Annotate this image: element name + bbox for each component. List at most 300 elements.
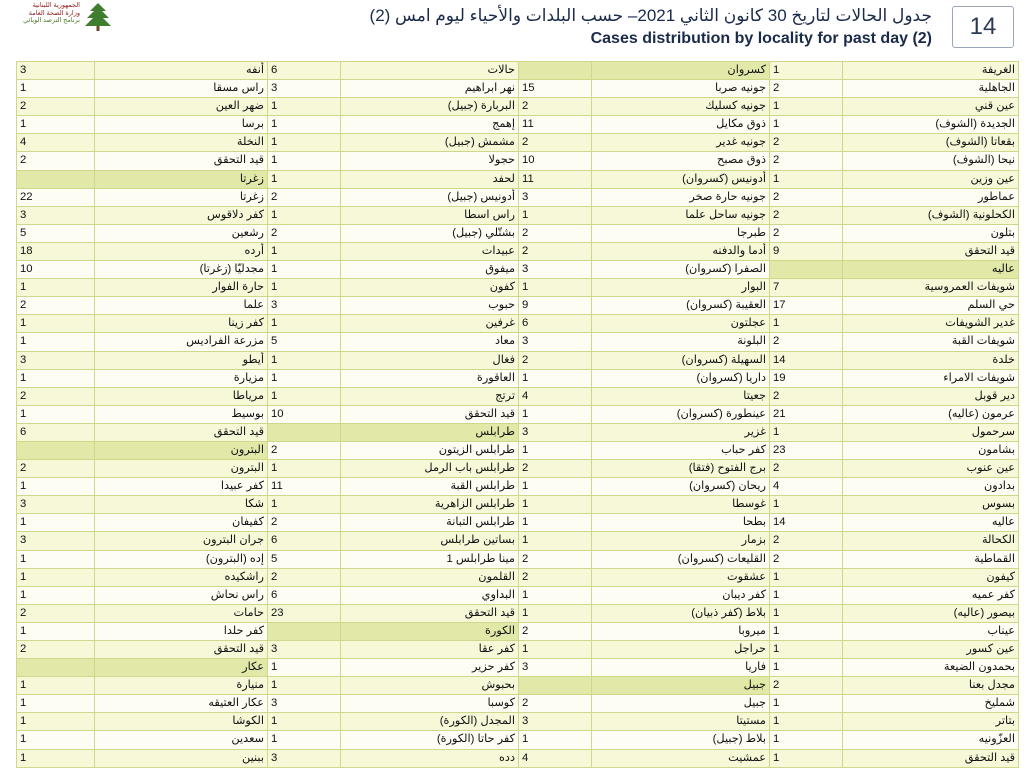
- case-count-cell: 1: [17, 116, 95, 134]
- case-count-cell: 10: [519, 152, 592, 170]
- case-count-cell: 5: [17, 224, 95, 242]
- locality-cell: كفر حلدا: [95, 622, 268, 640]
- case-count-cell: 1: [17, 695, 95, 713]
- table-row: [17, 369, 1019, 387]
- case-count-cell: 2: [268, 188, 341, 206]
- locality-cell: كفيفان: [95, 514, 268, 532]
- case-count-cell: 17: [770, 297, 843, 315]
- locality-cell: بيصور (عاليه): [843, 604, 1019, 622]
- locality-cell: فغال: [341, 351, 519, 369]
- case-count-cell: 1: [519, 532, 592, 550]
- table-row: [17, 261, 1019, 279]
- case-count-cell: 1: [770, 98, 843, 116]
- case-count-cell: 6: [268, 586, 341, 604]
- case-count-cell: 5: [268, 333, 341, 351]
- table-row: [17, 695, 1019, 713]
- locality-cell: طرابلس: [341, 423, 519, 441]
- case-count-cell: 1: [17, 622, 95, 640]
- case-count-cell: 6: [519, 315, 592, 333]
- logo-line-1: الجمهورية اللبنانية: [32, 2, 80, 9]
- case-count-cell: 4: [519, 387, 592, 405]
- table-row: [17, 514, 1019, 532]
- case-count-cell: 11: [268, 478, 341, 496]
- case-count-cell: 3: [17, 206, 95, 224]
- locality-cell: راس نحاش: [95, 586, 268, 604]
- case-count-cell: 2: [519, 351, 592, 369]
- locality-cell: خلدة: [843, 351, 1019, 369]
- case-count-cell: 2: [17, 297, 95, 315]
- locality-cell: أنفه: [95, 62, 268, 80]
- case-count-cell: 2: [268, 514, 341, 532]
- locality-cell: ريحان (كسروان): [592, 478, 770, 496]
- locality-cell: الكحالة: [843, 532, 1019, 550]
- locality-cell: بشتّلي (جبيل): [341, 224, 519, 242]
- table-row: [17, 713, 1019, 731]
- case-count-cell: 2: [519, 695, 592, 713]
- locality-cell: كفون: [341, 279, 519, 297]
- locality-cell: نهر ابراهيم: [341, 80, 519, 98]
- case-count-cell: 1: [268, 713, 341, 731]
- locality-cell: غرفين: [341, 315, 519, 333]
- case-count-cell: 2: [268, 568, 341, 586]
- case-count-cell: 1: [770, 659, 843, 677]
- case-count-cell: 1: [770, 586, 843, 604]
- case-count-cell: 10: [268, 405, 341, 423]
- locality-cell: ببنين: [95, 749, 268, 767]
- case-count-cell: 3: [519, 333, 592, 351]
- case-count-cell: 1: [770, 713, 843, 731]
- locality-cell: جونيه كسليك: [592, 98, 770, 116]
- locality-cell: البترون: [95, 460, 268, 478]
- locality-cell: بلاط (جبيل): [592, 731, 770, 749]
- case-count-cell: 2: [268, 224, 341, 242]
- case-count-cell: 3: [519, 423, 592, 441]
- table-row: [17, 731, 1019, 749]
- case-count-cell: 18: [17, 242, 95, 260]
- table-row: [17, 351, 1019, 369]
- locality-cell: شويفات الامراء: [843, 369, 1019, 387]
- locality-cell: غدير الشويفات: [843, 315, 1019, 333]
- case-count-cell: 1: [519, 641, 592, 659]
- case-count-cell: 22: [17, 188, 95, 206]
- case-count-cell: [17, 441, 95, 459]
- case-count-cell: 2: [519, 242, 592, 260]
- locality-cell: راس مسقا: [95, 80, 268, 98]
- case-count-cell: 1: [17, 279, 95, 297]
- locality-cell: عين كسور: [843, 641, 1019, 659]
- case-count-cell: 1: [770, 496, 843, 514]
- table-row: [17, 622, 1019, 640]
- case-count-cell: 2: [770, 333, 843, 351]
- locality-cell: عيناب: [843, 622, 1019, 640]
- case-count-cell: 14: [770, 514, 843, 532]
- case-count-cell: 19: [770, 369, 843, 387]
- case-count-cell: 7: [770, 279, 843, 297]
- table-row: [17, 224, 1019, 242]
- locality-cell: عين وزين: [843, 170, 1019, 188]
- locality-cell: كفر زينا: [95, 315, 268, 333]
- locality-cell: معاد: [341, 333, 519, 351]
- locality-cell: كفر عقا: [341, 641, 519, 659]
- locality-cell: شمليخ: [843, 695, 1019, 713]
- locality-cell: شكا: [95, 496, 268, 514]
- case-count-cell: 11: [519, 116, 592, 134]
- cases-table: [16, 61, 1019, 768]
- locality-cell: طرابلس باب الرمل: [341, 460, 519, 478]
- locality-cell: بزمار: [592, 532, 770, 550]
- locality-cell: الكوشا: [95, 713, 268, 731]
- locality-cell: منيارة: [95, 677, 268, 695]
- locality-cell: دير قوبل: [843, 387, 1019, 405]
- case-count-cell: 2: [770, 80, 843, 98]
- locality-cell: قيد التحقق: [95, 152, 268, 170]
- locality-cell: قيد التحقق: [341, 405, 519, 423]
- case-count-cell: 1: [17, 749, 95, 767]
- table-row: [17, 405, 1019, 423]
- cedar-icon: [84, 2, 112, 32]
- locality-cell: نيحا (الشوف): [843, 152, 1019, 170]
- locality-cell: مزرعة الفراديس: [95, 333, 268, 351]
- case-count-cell: 3: [268, 80, 341, 98]
- table-row: [17, 188, 1019, 206]
- case-count-cell: 1: [268, 677, 341, 695]
- locality-cell: القليعات (كسروان): [592, 550, 770, 568]
- case-count-cell: 1: [268, 206, 341, 224]
- table-row: [17, 423, 1019, 441]
- case-count-cell: 3: [17, 351, 95, 369]
- case-count-cell: 2: [770, 532, 843, 550]
- locality-cell: طرابلس التبانة: [341, 514, 519, 532]
- locality-cell: قيد التحقق: [843, 749, 1019, 767]
- case-count-cell: 2: [519, 134, 592, 152]
- locality-cell: عبيدات: [341, 242, 519, 260]
- locality-cell: أدونيس (كسروان): [592, 170, 770, 188]
- table-row: [17, 478, 1019, 496]
- case-count-cell: 2: [17, 641, 95, 659]
- locality-cell: إهمج: [341, 116, 519, 134]
- case-count-cell: 1: [268, 279, 341, 297]
- locality-cell: سرحمول: [843, 423, 1019, 441]
- case-count-cell: 1: [770, 315, 843, 333]
- locality-cell: مينا طرابلس 1: [341, 550, 519, 568]
- case-count-cell: 2: [770, 387, 843, 405]
- locality-cell: عاليه: [843, 514, 1019, 532]
- case-count-cell: 2: [519, 550, 592, 568]
- case-count-cell: 1: [519, 496, 592, 514]
- locality-cell: أدما والدفنه: [592, 242, 770, 260]
- case-count-cell: 1: [770, 731, 843, 749]
- case-count-cell: 1: [17, 333, 95, 351]
- locality-cell: عين عنوب: [843, 460, 1019, 478]
- table-row: [17, 532, 1019, 550]
- table-row: [17, 460, 1019, 478]
- locality-cell: عرمون (عاليه): [843, 405, 1019, 423]
- locality-cell: حي السلم: [843, 297, 1019, 315]
- locality-cell: عاليه: [843, 261, 1019, 279]
- case-count-cell: 1: [770, 749, 843, 767]
- case-count-cell: 1: [519, 279, 592, 297]
- locality-cell: عمشيت: [592, 749, 770, 767]
- locality-cell: ذوق مصبح: [592, 152, 770, 170]
- locality-cell: كفر دلاقوس: [95, 206, 268, 224]
- case-count-cell: 23: [770, 441, 843, 459]
- case-count-cell: 1: [268, 134, 341, 152]
- case-count-cell: [519, 62, 592, 80]
- locality-cell: إده (البترون): [95, 550, 268, 568]
- case-count-cell: 21: [770, 405, 843, 423]
- locality-cell: مزيارة: [95, 369, 268, 387]
- locality-cell: حجولا: [341, 152, 519, 170]
- locality-cell: علما: [95, 297, 268, 315]
- case-count-cell: 1: [268, 369, 341, 387]
- case-count-cell: 2: [770, 188, 843, 206]
- locality-cell: قيد التحقق: [843, 242, 1019, 260]
- case-count-cell: 3: [519, 188, 592, 206]
- locality-cell: حامات: [95, 604, 268, 622]
- case-count-cell: 1: [519, 586, 592, 604]
- case-count-cell: 2: [519, 460, 592, 478]
- case-count-cell: 1: [519, 405, 592, 423]
- locality-cell: كفر عبيدا: [95, 478, 268, 496]
- locality-cell: أيطو: [95, 351, 268, 369]
- case-count-cell: 1: [17, 677, 95, 695]
- locality-cell: بساتين طرابلس: [341, 532, 519, 550]
- locality-cell: جبيل: [592, 695, 770, 713]
- locality-cell: بشامون: [843, 441, 1019, 459]
- locality-cell: طرابلس القبة: [341, 478, 519, 496]
- locality-cell: جران البترون: [95, 532, 268, 550]
- locality-cell: عماطور: [843, 188, 1019, 206]
- case-count-cell: 1: [519, 369, 592, 387]
- locality-cell: أدونيس (جبيل): [341, 188, 519, 206]
- locality-cell: زغرتا: [95, 188, 268, 206]
- table-row: [17, 116, 1019, 134]
- table-row: [17, 152, 1019, 170]
- table-body: [17, 62, 1019, 768]
- locality-cell: جونيه ساحل علما: [592, 206, 770, 224]
- table-row: [17, 170, 1019, 188]
- locality-cell: بسوس: [843, 496, 1019, 514]
- locality-cell: قيد التحقق: [95, 641, 268, 659]
- case-count-cell: 1: [268, 116, 341, 134]
- case-count-cell: 1: [17, 568, 95, 586]
- case-count-cell: 3: [519, 261, 592, 279]
- locality-cell: كفر حباب: [592, 441, 770, 459]
- locality-cell: كسروان: [592, 62, 770, 80]
- locality-cell: برسا: [95, 116, 268, 134]
- locality-cell: عين قني: [843, 98, 1019, 116]
- case-count-cell: 2: [770, 550, 843, 568]
- case-count-cell: [268, 423, 341, 441]
- table-row: [17, 441, 1019, 459]
- locality-cell: طرابلس الزيتون: [341, 441, 519, 459]
- case-count-cell: 1: [519, 514, 592, 532]
- case-count-cell: 6: [17, 423, 95, 441]
- case-count-cell: 9: [770, 242, 843, 260]
- case-count-cell: 1: [17, 550, 95, 568]
- table-row: [17, 242, 1019, 260]
- case-count-cell: [770, 261, 843, 279]
- locality-cell: العقيبة (كسروان): [592, 297, 770, 315]
- case-count-cell: 1: [268, 659, 341, 677]
- logo-line-2: وزارة الصحة العامة: [28, 9, 80, 17]
- locality-cell: بدادون: [843, 478, 1019, 496]
- case-count-cell: 1: [17, 405, 95, 423]
- ministry-logo: [8, 2, 112, 34]
- locality-cell: بتاتر: [843, 713, 1019, 731]
- locality-cell: طرابلس الزاهرية: [341, 496, 519, 514]
- locality-cell: عكار العتيقه: [95, 695, 268, 713]
- locality-cell: ميروبا: [592, 622, 770, 640]
- case-count-cell: 14: [770, 351, 843, 369]
- locality-cell: البترون: [95, 441, 268, 459]
- table-row: [17, 496, 1019, 514]
- case-count-cell: 3: [17, 532, 95, 550]
- case-count-cell: 1: [770, 116, 843, 134]
- logo-line-3: برنامج الترصد الوبائي: [23, 17, 80, 24]
- case-count-cell: 11: [519, 170, 592, 188]
- locality-cell: قيد التحقق: [95, 423, 268, 441]
- locality-cell: حالات: [341, 62, 519, 80]
- locality-cell: كيفون: [843, 568, 1019, 586]
- locality-cell: مستيتا: [592, 713, 770, 731]
- case-count-cell: 2: [17, 387, 95, 405]
- case-count-cell: 1: [268, 98, 341, 116]
- case-count-cell: [268, 622, 341, 640]
- locality-cell: حبوب: [341, 297, 519, 315]
- case-count-cell: 3: [17, 496, 95, 514]
- locality-cell: ترتج: [341, 387, 519, 405]
- locality-cell: البلونة: [592, 333, 770, 351]
- table-row: [17, 659, 1019, 677]
- cases-table-container: [16, 61, 1018, 768]
- case-count-cell: 3: [268, 695, 341, 713]
- case-count-cell: 2: [770, 152, 843, 170]
- locality-cell: جونيه صربا: [592, 80, 770, 98]
- table-row: [17, 550, 1019, 568]
- title-english: Cases distribution by locality for past day (2): [590, 30, 932, 47]
- case-count-cell: 1: [17, 586, 95, 604]
- locality-cell: شويفات العمروسية: [843, 279, 1019, 297]
- case-count-cell: 1: [770, 695, 843, 713]
- case-count-cell: 4: [17, 134, 95, 152]
- locality-cell: فاريا: [592, 659, 770, 677]
- case-count-cell: [17, 659, 95, 677]
- locality-cell: السهيلة (كسروان): [592, 351, 770, 369]
- case-count-cell: 1: [770, 568, 843, 586]
- locality-cell: مرياطا: [95, 387, 268, 405]
- case-count-cell: 3: [268, 641, 341, 659]
- case-count-cell: 1: [268, 315, 341, 333]
- case-count-cell: 3: [268, 297, 341, 315]
- locality-cell: الصفرا (كسروان): [592, 261, 770, 279]
- case-count-cell: 2: [519, 622, 592, 640]
- case-count-cell: 2: [770, 460, 843, 478]
- table-row: [17, 315, 1019, 333]
- locality-cell: بحبوش: [341, 677, 519, 695]
- case-count-cell: 3: [519, 713, 592, 731]
- locality-cell: الجاهلية: [843, 80, 1019, 98]
- case-count-cell: 1: [519, 731, 592, 749]
- table-row: [17, 749, 1019, 767]
- locality-cell: مجدل بعنا: [843, 677, 1019, 695]
- locality-cell: العزّونيه: [843, 731, 1019, 749]
- locality-cell: كوسبا: [341, 695, 519, 713]
- locality-cell: كفر حزير: [341, 659, 519, 677]
- case-count-cell: 5: [268, 550, 341, 568]
- locality-cell: النخلة: [95, 134, 268, 152]
- case-count-cell: 1: [268, 731, 341, 749]
- locality-cell: بوسيط: [95, 405, 268, 423]
- case-count-cell: 1: [268, 242, 341, 260]
- case-count-cell: 2: [17, 604, 95, 622]
- case-count-cell: 2: [519, 568, 592, 586]
- case-count-cell: 1: [770, 622, 843, 640]
- locality-cell: كفر عميه: [843, 586, 1019, 604]
- case-count-cell: 1: [268, 351, 341, 369]
- table-row: [17, 134, 1019, 152]
- case-count-cell: 15: [519, 80, 592, 98]
- table-row: [17, 677, 1019, 695]
- locality-cell: طبرجا: [592, 224, 770, 242]
- case-count-cell: 1: [519, 441, 592, 459]
- table-row: [17, 387, 1019, 405]
- locality-cell: الكورة: [341, 622, 519, 640]
- locality-cell: الكحلونية (الشوف): [843, 206, 1019, 224]
- locality-cell: جبيل: [592, 677, 770, 695]
- locality-cell: بقعاتا (الشوف): [843, 134, 1019, 152]
- case-count-cell: 1: [770, 604, 843, 622]
- locality-cell: سعدين: [95, 731, 268, 749]
- title-arabic: جدول الحالات لتاريخ 30 كانون الثاني 2021– حسب البلدات والأحياء ليوم امس (2): [369, 6, 932, 25]
- table-row: [17, 80, 1019, 98]
- case-count-cell: 1: [519, 206, 592, 224]
- locality-cell: حارة الفوار: [95, 279, 268, 297]
- case-count-cell: 1: [268, 152, 341, 170]
- case-count-cell: 2: [519, 98, 592, 116]
- table-row: [17, 62, 1019, 80]
- slide-header: [0, 0, 1024, 58]
- case-count-cell: [17, 170, 95, 188]
- locality-cell: ذوق مكايل: [592, 116, 770, 134]
- case-count-cell: 1: [770, 170, 843, 188]
- table-row: [17, 297, 1019, 315]
- locality-cell: راس اسطا: [341, 206, 519, 224]
- case-count-cell: 4: [770, 478, 843, 496]
- case-count-cell: 1: [268, 496, 341, 514]
- locality-cell: كفر حاتا (الكورة): [341, 731, 519, 749]
- locality-cell: بحمدون الضيعة: [843, 659, 1019, 677]
- locality-cell: جعيتا: [592, 387, 770, 405]
- case-count-cell: 23: [268, 604, 341, 622]
- case-count-cell: 1: [17, 369, 95, 387]
- locality-cell: داريا (كسروان): [592, 369, 770, 387]
- locality-cell: البداوي: [341, 586, 519, 604]
- table-row: [17, 206, 1019, 224]
- case-count-cell: 3: [268, 749, 341, 767]
- case-count-cell: 2: [770, 134, 843, 152]
- locality-cell: غوسطا: [592, 496, 770, 514]
- case-count-cell: 1: [17, 80, 95, 98]
- case-count-cell: 3: [17, 62, 95, 80]
- table-row: [17, 98, 1019, 116]
- locality-cell: كفر ديبان: [592, 586, 770, 604]
- locality-cell: عينطورة (كسروان): [592, 405, 770, 423]
- locality-cell: أرده: [95, 242, 268, 260]
- locality-cell: رشعين: [95, 224, 268, 242]
- locality-cell: زغرتا: [95, 170, 268, 188]
- case-count-cell: 1: [17, 731, 95, 749]
